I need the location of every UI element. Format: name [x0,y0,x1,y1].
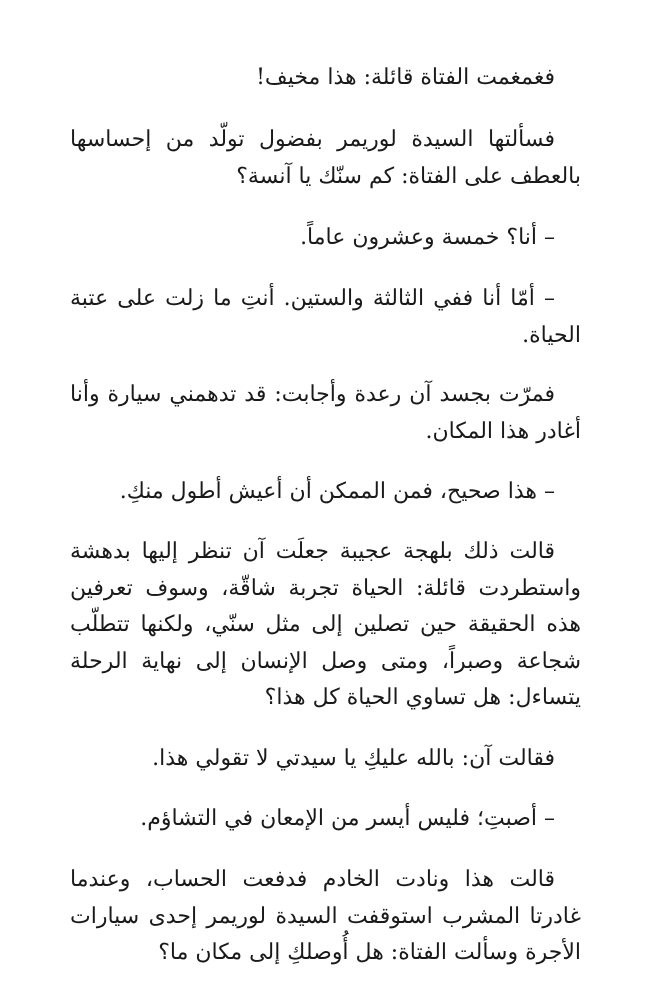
paragraph-4: – أمّا أنا ففي الثالثة والستين. أنتِ ما زلت على عتبة الحياة. [70,286,581,348]
paragraph-10: قالت هذا ونادت الخادم فدفعت الحساب، وعندما غادرتا المشرب استوقفت السيدة لوريمر إحدى سيارات الأجرة وسألت الفتاة: هل أُوصلكِ إلى مكان ما؟ [70,867,581,965]
paragraph-6: – هذا صحيح، فمن الممكن أن أعيش أطول منكِ. [119,479,555,504]
paragraph-5: فمرّت بجسد آن رعدة وأجابت: قد تدهمني سيارة وأنا أغادر هذا المكان. [70,382,581,444]
paragraph-7: قالت ذلك بلهجة عجيبة جعلَت آن تنظر إليها بدهشة واستطردت قائلة: الحياة تجربة شاقّة، وسوف تعرفين هذه الحقيقة حين تصلين إلى مثل سنّي، ولكنها تتطلّب شجاعة وصبراً، ومتى وصل الإنسان إلى نهاية الرحلة يتساءل: هل تساوي الحياة كل هذا؟ [70,539,581,710]
paragraph-1: فغمغمت الفتاة قائلة: هذا مخيف! [256,65,555,90]
paragraph-3: – أنا؟ خمسة وعشرون عاماً. [300,225,555,250]
paragraph-2: فسألتها السيدة لوريمر بفضول تولّد من إحساسها بالعطف على الفتاة: كم سنّك يا آنسة؟ [70,127,581,189]
paragraph-8: فقالت آن: بالله عليكِ يا سيدتي لا تقولي هذا. [152,746,555,771]
paragraph-9: – أصبتِ؛ فليس أيسر من الإمعان في التشاؤم. [140,806,555,831]
